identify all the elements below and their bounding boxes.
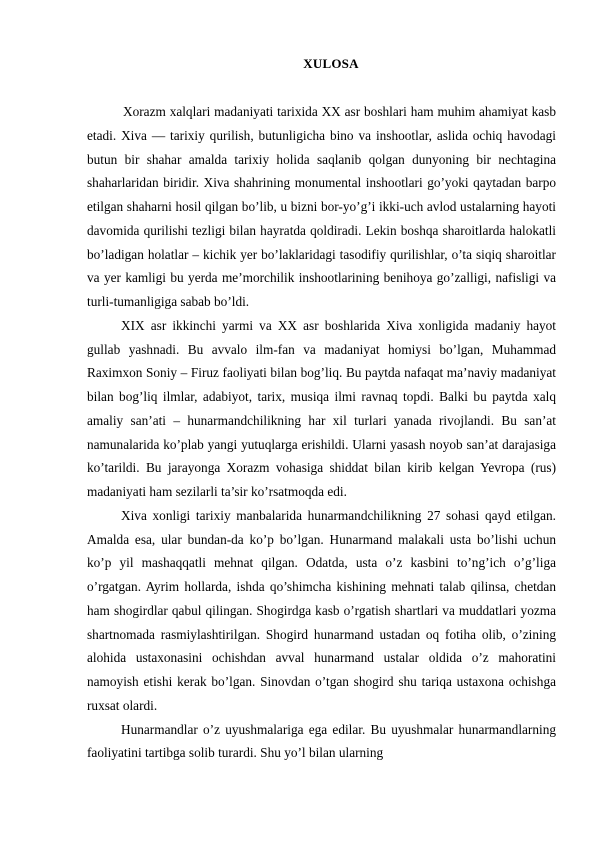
paragraph: XIX asr ikkinchi yarmi va XX asr boshlarida Xiva xonligida madaniy hayot gullab yashnadi. Bu avvalo ilm-fan va madaniyat homiysi bo’lgan, Muhammad Raximxon Soniy – Firuz faoliyati bilan bog’liq. Bu paytda nafaqat ma’naviy madaniyat bilan bog’liq ilmlar, adabiyot, tarix, musiqa ilmi ravnaq topdi. Balki bu paytda xalq amaliy san’ati – hunarmandchilikning har xil turlari yanada rivojlandi. Bu san’at namunalarida ko’plab yangi yutuqlarga erishildi. Ularni yasash noyob san’at darajasiga ko’tarildi. Bu jarayonga Xorazm vohasiga shiddat bilan kirib kelgan Yevropa (rus) madaniyati ham sezilarli ta’sir ko’rsatmoqda edi.	[87, 317, 556, 499]
paragraph: Xorazm xalqlari madaniyati tarixida XX asr boshlari ham muhim ahamiyat kasb etadi. Xiva — tarixiy qurilish, butunligicha bino va inshootlar, aslida ochiq havodagi butun bir shahar amalda tarixiy holida saqlanib qolgan dunyoning bir nechtagina shaharlaridan biridir. Xiva shahrining monumental inshootlari go’yoki qaytadan barpo etilgan shaharni hosil qilgan bo’lib, u bizni bor-yo’g’i ikki-uch avlod ustalarning hayoti davomida qurilishi tezligi bilan hayratda qoldiradi. Lekin boshqa sharoitlarda halokatli bo’ladigan holatlar – kichik yer bo’laklaridagi tasodifiy qurilishlar, o’ta siqiq sharoitlar va yer kamligi bu yerda me’morchilik inshootlarining benihoya go’zalligi, nafisligi va turli-tumanligiga sabab bo’ldi.	[87, 104, 556, 309]
paragraph: Hunarmandlar o’z uyushmalariga ega edilar. Bu uyushmalar hunarmandlarning faoliyatini tartibga solib turardi. Shu yo’l bilan ularning	[87, 721, 556, 761]
paragraph: Xiva xonligi tarixiy manbalarida hunarmandchilikning 27 sohasi qayd etilgan. Amalda esa, ular bundan-da ko’p bo’lgan. Hunarmand malakali usta bo’lishi uchun ko’p yil mashaqqatli mehnat qilgan. Odatda, usta o’z kasbini to’ng’ich o’g’liga o’rgatgan. Ayrim hollarda, ishda qo’shimcha kishining mehnati talab qilinsa, chetdan ham shogirdlar qabul qilingan. Shogirdga kasb o’rgatish shartlari va muddatlari yozma shartnomada rasmiylashtirilgan. Shogird hunarmand ustadan oq fotiha olib, o’zining alohida ustaxonasini ochishdan avval hunarmand ustalar oldida o’z mahoratini namoyish etishi kerak bo’lgan. Sinovdan o’tgan shogird shu tariqa ustaxona ochishga ruxsat olardi.	[87, 507, 556, 713]
document-body	[87, 100, 556, 765]
page-title: XULOSA	[303, 56, 359, 71]
